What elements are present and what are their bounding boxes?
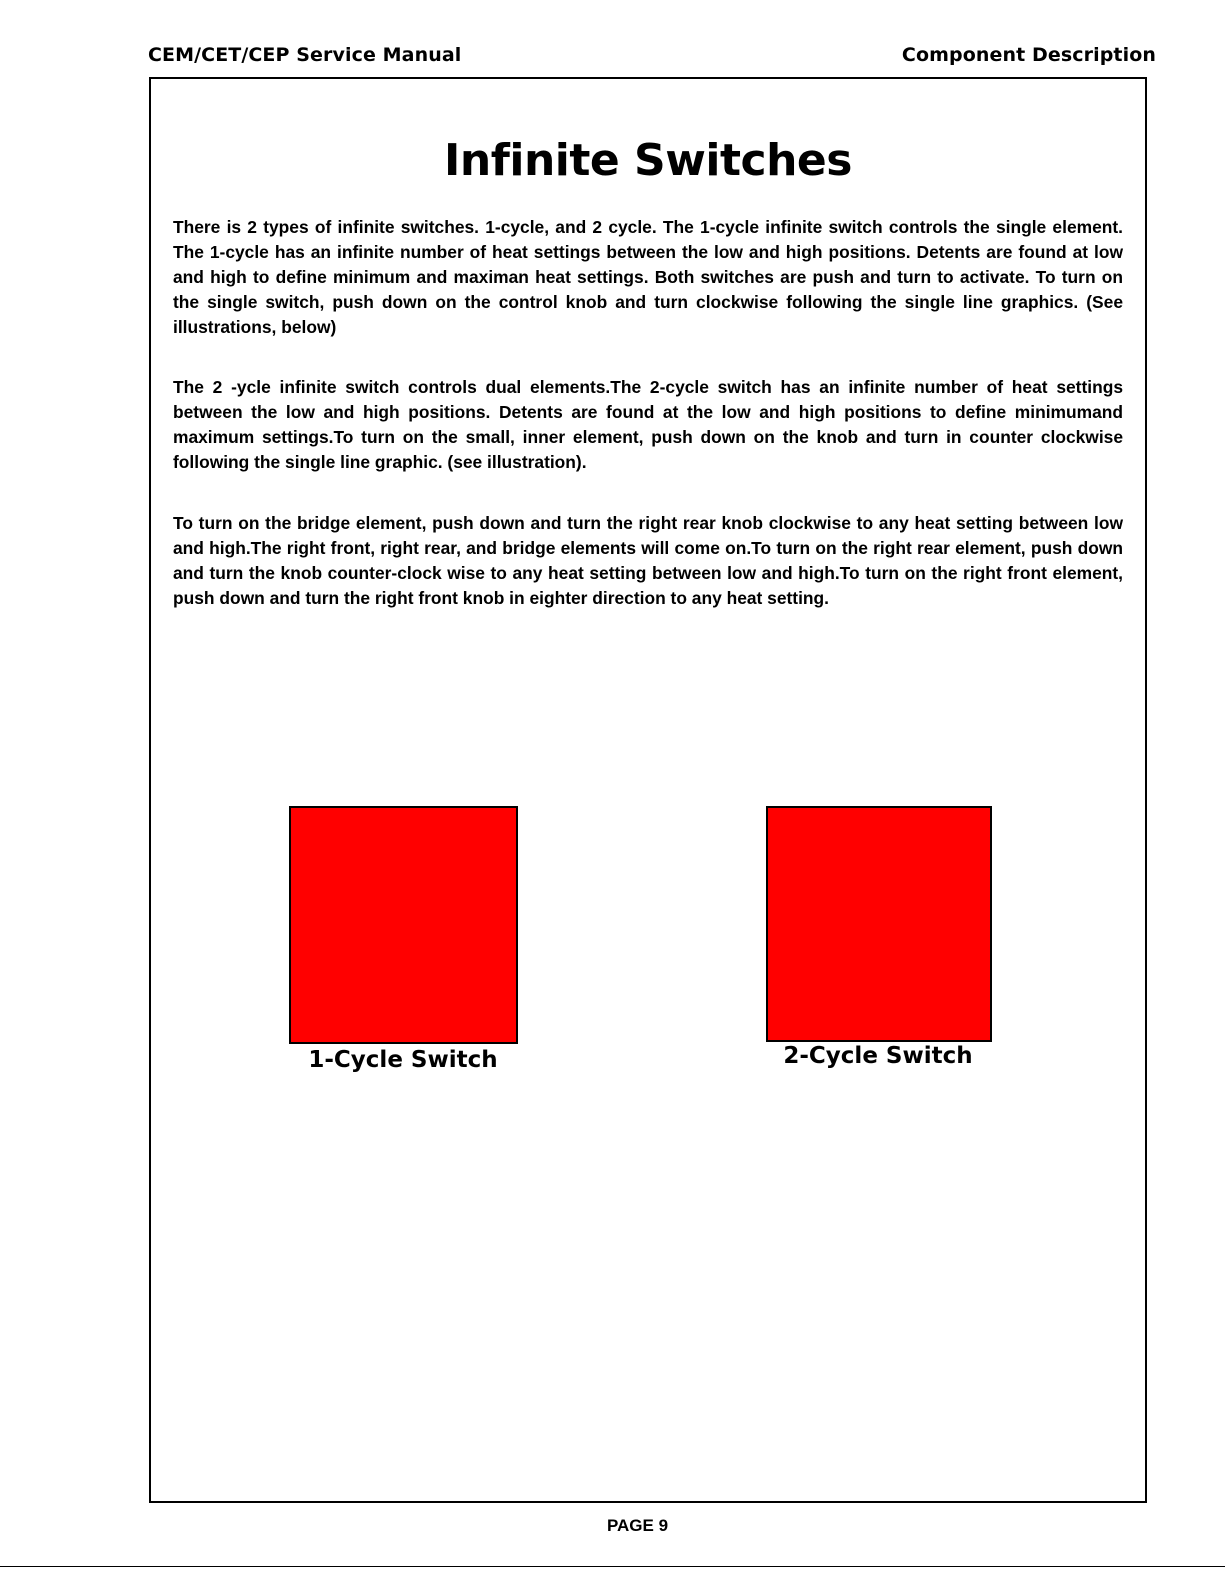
one-cycle-switch-image <box>289 806 518 1044</box>
one-cycle-switch-caption: 1-Cycle Switch <box>308 1047 498 1073</box>
content-frame <box>149 77 1147 1503</box>
bottom-divider <box>0 1566 1225 1567</box>
paragraph-bridge-element: To turn on the bridge element, push down and turn the right rear knob clockwise to any heat setting between low and high.The right front, right rear, and bridge elements will come on.To turn on the right rear element, push down and turn the knob counter-clock wise to any heat setting between low and high.To turn on the right front element, push down and turn the right front knob in eighter direction to any heat setting. <box>173 513 1123 608</box>
page-number: PAGE 9 <box>606 1516 669 1535</box>
header-section-title: Component Description <box>901 44 1156 66</box>
paragraph-1-cycle: There is 2 types of infinite switches. 1-cycle, and 2 cycle. The 1-cycle infinite switch controls the single element. The 1-cycle has an infinite number of heat settings between the low and high positions. Detents are found at low and high to define minimum and maximan heat settings. Both switches are push and turn to activate. To turn on the single switch, push down on the control knob and turn clockwise following the single line graphics. (See illustrations, below) <box>173 217 1123 337</box>
two-cycle-switch-caption: 2-Cycle Switch <box>783 1043 973 1069</box>
paragraph-2-cycle: The 2 -ycle infinite switch controls dual elements.The 2-cycle switch has an infinite number of heat settings between the low and high positions. Detents are found at the low and high positions to define minimumand maximum settings.To turn on the small, inner element, push down on the knob and turn in counter clockwise following the single line graphic. (see illustration). <box>173 377 1123 472</box>
two-cycle-switch-image <box>766 806 992 1042</box>
header-manual-title: CEM/CET/CEP Service Manual <box>148 44 462 66</box>
page-title: Infinite Switches <box>444 135 852 186</box>
